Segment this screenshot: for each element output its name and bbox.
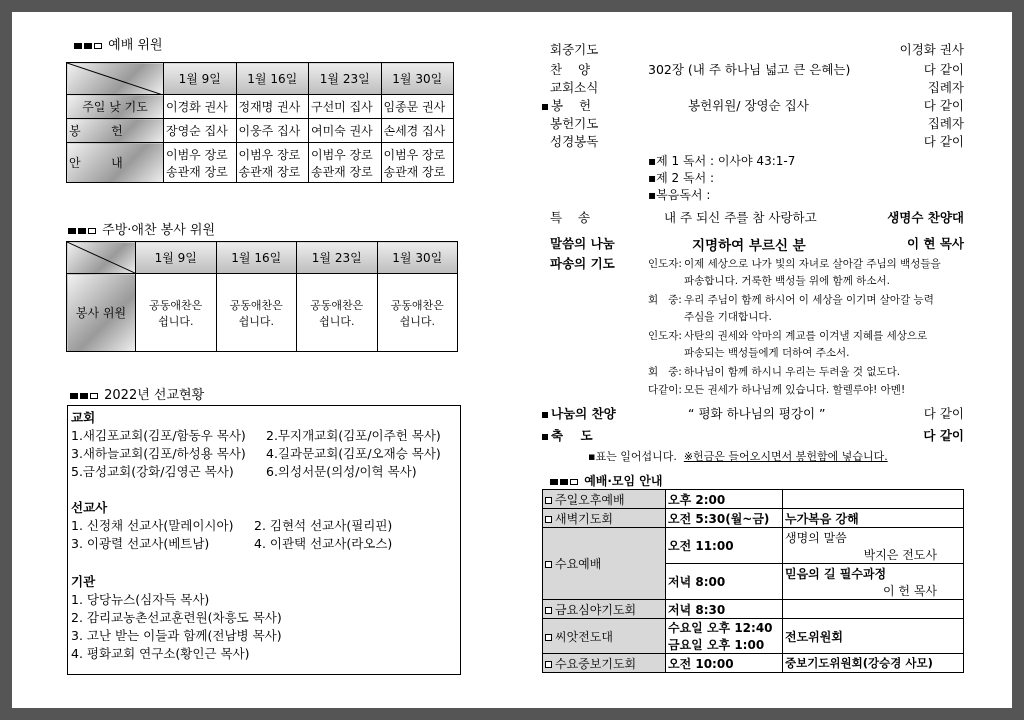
schedule-time: 오전 10:00 [666,654,783,673]
order-label: 교회소식 [550,80,599,95]
order-label: 말씀의 나눔 [550,236,615,251]
order-label [542,96,591,114]
date-header: 1월 30일 [381,63,454,95]
date-header: 1월 23일 [309,63,382,95]
cell-line: 쉽니다. [238,314,274,328]
schedule-name-text: 수요예배 [555,557,602,571]
order-label [542,426,593,444]
prayer-who: 인도자: [648,330,682,342]
schedule-time: 오전 11:00 [666,528,783,564]
order-label: 봉헌기도 [550,116,599,131]
schedule-table [542,489,964,673]
square-outline-icon [88,228,96,234]
section-title-text: 주방·애찬 봉사 위원 [102,223,216,238]
square-outline-icon [570,479,578,485]
prayer-line: 주심을 기대합니다. [684,311,772,323]
table-cell [216,274,297,352]
schedule-name [543,490,666,509]
table-cell [381,143,454,183]
prayer-line: 파송합니다. 거룩한 백성들 위에 함께 하소서. [684,275,890,287]
cell-line: 공동애찬은 [229,298,283,312]
desc-line: 이 헌 목사 [883,583,937,598]
notice-underlined: ※헌금은 들어오시면서 봉헌함에 넣습니다. [683,450,888,463]
order-detail: 302장 (내 주 하나님 넓고 큰 은혜는) [648,62,851,77]
table-row [543,509,964,528]
order-detail: 봉헌위원/ 장영순 집사 [688,98,809,113]
cell-line: 쉽니다. [399,314,435,328]
time-line: 수요일 오후 12:40 [668,621,773,635]
cell-line: 송관재 장로 [166,164,228,179]
date-header: 1월 16일 [236,63,309,95]
mission-status-box [67,405,461,675]
square-outline-icon [545,661,552,668]
order-leader: 생명수 찬양대 [887,210,964,225]
schedule-name-text: 새벽기도회 [555,511,613,526]
desc-line: 박지은 전도사 [863,547,937,562]
schedule-time: 오후 2:00 [666,490,783,509]
section-title-text: 2022년 선교현황 [104,388,205,403]
schedule-desc [783,564,964,600]
schedule-name [543,600,666,619]
prayer-who: 다같이: [648,384,682,396]
schedule-name [543,619,666,654]
cell-line: 쉽니다. [158,314,194,328]
schedule-name [543,528,666,600]
square-bullet-icon [84,43,92,49]
table-cell: 이웅주 집사 [236,119,309,143]
list-item: 3.새하늘교회(김포/하성용 목사) [71,446,246,461]
table-cell: 정재명 권사 [236,95,309,119]
table-cell: 구선미 집사 [309,95,382,119]
order-label-text: 봉 헌 [551,98,592,113]
date-header: 1월 30일 [377,242,458,274]
table-cell: 손세경 집사 [381,119,454,143]
table-cell: 이경화 권사 [164,95,237,119]
notice-line [588,448,888,464]
order-leader: 다 같이 [923,134,964,149]
time-line: 금요일 오후 1:00 [668,638,765,652]
order-leader: 다 같이 [923,62,964,77]
prayer-who: 인도자: [648,258,682,270]
cell-line: 이범우 장로 [166,147,228,162]
cell-line: 쉽니다. [319,314,355,328]
square-bullet-icon [560,479,568,485]
row-label: 봉 헌 [67,119,164,143]
date-header: 1월 16일 [216,242,297,274]
church-heading: 교회 [71,410,96,425]
kitchen-committee-title [68,219,215,238]
order-label: 파송의 기도 [550,256,615,271]
reading-line: ▪제 1 독서 : 이사야 43:1-7 [648,154,796,168]
order-leader: 다 같이 [923,406,964,421]
table-cell: 임종문 권사 [381,95,454,119]
schedule-name-text: 수요중보기도회 [555,656,637,671]
square-outline-icon [545,607,552,614]
square-outline-icon [94,43,102,49]
cell-line: 공동애찬은 [149,298,203,312]
order-label: 특 송 [550,210,591,225]
row-label: 봉사 위원 [67,274,136,352]
prayer-line: 파송되는 백성들에게 더하여 주소서. [684,347,850,359]
cell-line: 이범우 장로 [383,147,446,162]
reading-line: ▪복음독서 : [648,188,711,202]
list-item: 3. 이광렬 선교사(베트남) [71,536,210,551]
list-item: 1.새김포교회(김포/함동우 목사) [71,428,246,443]
schedule-name-text: 씨앗전도대 [555,629,613,644]
schedule-name [543,509,666,528]
order-detail: “ 평화 하나님의 평강이 ” [688,406,826,421]
order-label-text: 나눔의 찬양 [551,406,616,421]
date-header: 1월 9일 [136,242,217,274]
list-item: 1. 신정채 선교사(말레이시아) [71,518,234,533]
schedule-desc: 누가복음 강해 [783,509,964,528]
schedule-time: 오전 5:30(월~금) [666,509,783,528]
square-outline-icon [545,634,552,641]
schedule-time [666,619,783,654]
bulletin-page [12,12,1012,708]
table-cell [164,143,237,183]
square-outline-icon [90,393,98,399]
prayer-who: 회 중: [648,366,682,378]
cell-line: 송관재 장로 [311,164,373,179]
schedule-time: 저녁 8:00 [666,564,783,600]
bullet-icon [542,412,548,418]
order-label: 회중기도 [550,42,599,57]
missionary-heading: 선교사 [71,500,108,515]
list-item: 3. 고난 받는 이들과 함께(전남병 목사) [71,628,282,643]
schedule-desc [783,600,964,619]
square-bullet-icon [550,479,558,485]
square-outline-icon [545,561,552,568]
square-bullet-icon [78,228,86,234]
schedule-title [550,472,662,489]
order-leader: 다 같이 [923,428,964,443]
cell-line: 송관재 장로 [238,164,301,179]
list-item: 2. 김현석 선교사(필리핀) [254,518,393,533]
cell-line: 이범우 장로 [238,147,301,162]
bullet-icon [542,104,548,110]
order-label: 찬 양 [550,62,591,77]
reading-line: ▪제 2 독서 : [648,171,715,185]
mission-status-title [70,384,204,403]
table-row [543,490,964,509]
list-item: 4. 이관택 선교사(라오스) [254,536,393,551]
desc-line: 생명의 말씀 [785,530,847,545]
square-bullet-icon [74,43,82,49]
schedule-desc: 전도위원회 [783,619,964,654]
bullet-icon [542,434,548,440]
section-title-text: 예배·모임 안내 [584,474,663,488]
square-bullet-icon [68,228,76,234]
order-leader: 집례자 [927,80,964,95]
notice-prefix: ▪표는 일어섭니다. [588,450,677,463]
table-cell [309,143,382,183]
schedule-time: 저녁 8:30 [666,600,783,619]
table-corner-cell [67,242,136,274]
square-outline-icon [545,497,552,504]
list-item: 2.무지개교회(김포/이주헌 목사) [266,428,441,443]
worship-committee-table [66,62,454,183]
row-label: 안 내 [67,143,164,183]
table-cell [297,274,378,352]
table-cell [136,274,217,352]
prayer-line: 모든 권세가 하나님께 있습니다. 할렐루야! 아멘! [684,384,906,396]
square-outline-icon [545,516,552,523]
prayer-line: 하나님이 함께 하시니 우리는 두려울 것 없도다. [684,366,901,378]
order-label [542,404,616,422]
table-cell: 장영순 집사 [164,119,237,143]
order-leader: 집례자 [927,116,964,131]
date-header: 1월 23일 [297,242,378,274]
prayer-who: 회 중: [648,294,682,306]
schedule-desc [783,490,964,509]
prayer-line: 우리 주님이 함께 하시어 이 세상을 이기며 살아갈 능력 [684,294,934,306]
cell-line: 이범우 장로 [311,147,373,162]
prayer-line: 사탄의 권세와 악마의 계교를 이겨낼 지혜를 세상으로 [684,330,928,342]
prayer-line: 이제 세상으로 나가 빛의 자녀로 살아갈 주님의 백성들을 [684,258,941,270]
cell-line: 공동애찬은 [310,298,364,312]
desc-line: 믿음의 길 필수과정 [785,566,887,581]
list-item: 4. 평화교회 연구소(황인근 목사) [71,646,250,661]
order-label-text: 축 도 [551,428,593,443]
cell-line: 송관재 장로 [383,164,446,179]
table-row [543,619,964,654]
table-row [543,528,964,564]
order-detail: 내 주 되신 주를 참 사랑하고 [664,210,817,225]
order-leader: 이경화 권사 [899,42,964,57]
list-item: 1. 당당뉴스(심자득 목사) [71,592,210,607]
preacher: 이 현 목사 [906,236,964,251]
table-cell [236,143,309,183]
row-label: 주일 낮 기도 [67,95,164,119]
table-corner-cell [67,63,164,95]
order-label: 성경봉독 [550,134,599,149]
order-leader: 다 같이 [923,98,964,113]
section-title-text: 예배 위원 [108,38,163,53]
diagonal-line [67,63,163,95]
square-bullet-icon [80,393,88,399]
list-item: 5.금성교회(강화/김영곤 목사) [71,464,234,479]
cell-line: 공동애찬은 [390,298,444,312]
schedule-name [543,654,666,673]
schedule-name-text: 주일오후예배 [555,492,625,507]
table-cell [377,274,458,352]
org-heading: 기관 [71,574,96,589]
schedule-desc: 중보기도위원회(강승경 사모) [783,654,964,673]
table-row [543,654,964,673]
table-row [543,600,964,619]
list-item: 6.의성서문(의성/이혁 목사) [266,464,417,479]
schedule-desc [783,528,964,564]
list-item: 2. 감리교농촌선교훈련원(차흥도 목사) [71,610,282,625]
kitchen-committee-table [66,241,458,352]
table-cell: 여미숙 권사 [309,119,382,143]
square-bullet-icon [70,393,78,399]
date-header: 1월 9일 [164,63,237,95]
diagonal-line [67,242,137,274]
worship-committee-title [74,34,163,53]
schedule-name-text: 금요심야기도회 [555,602,637,617]
list-item: 4.길과문교회(김포/오재승 목사) [266,446,441,461]
sermon-title: 지명하여 부르신 분 [692,238,806,254]
